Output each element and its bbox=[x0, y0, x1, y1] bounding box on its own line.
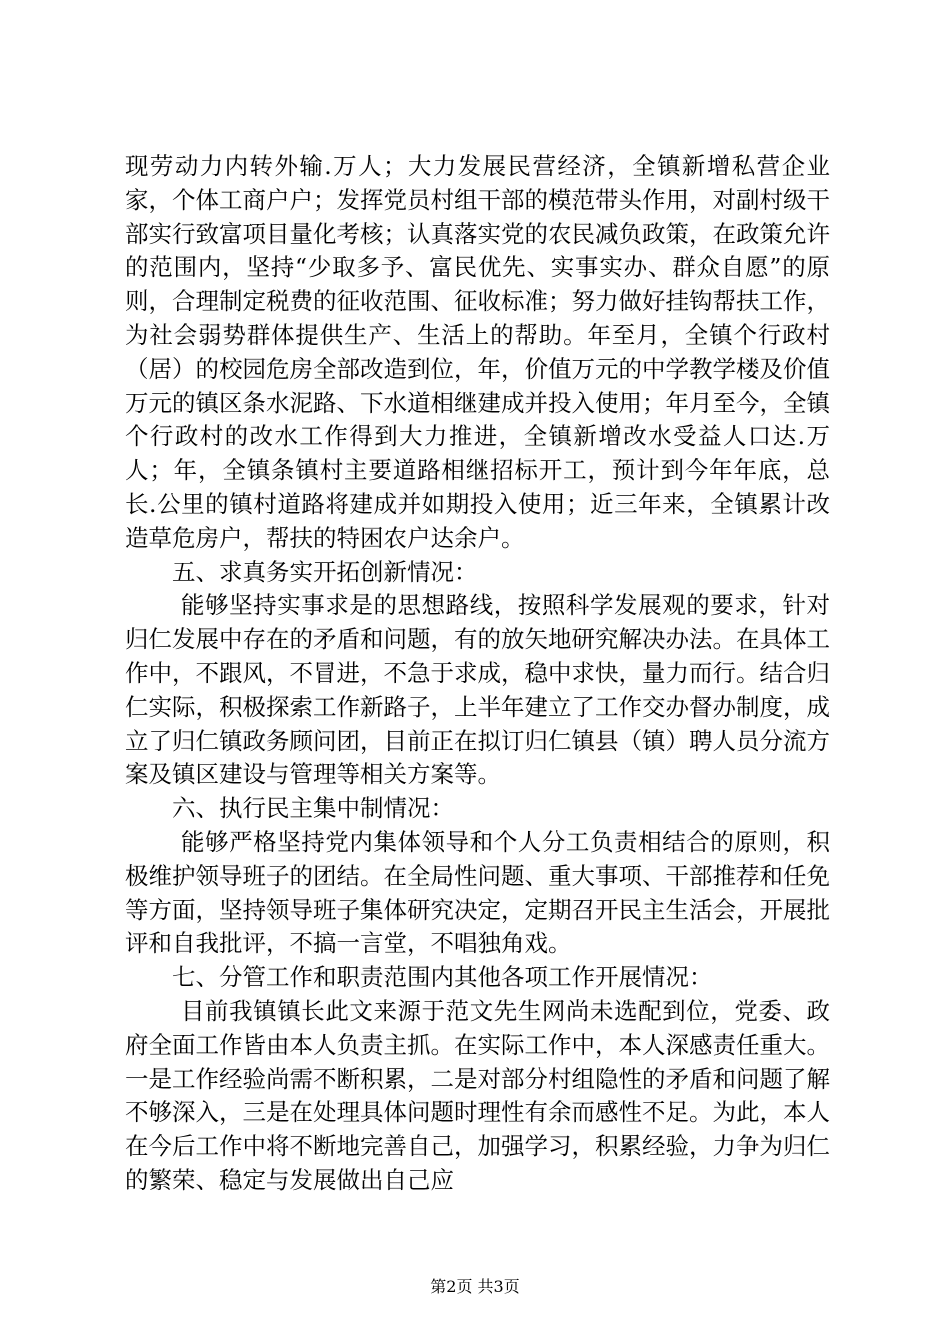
paragraph-section-5: 能够坚持实事求是的思想路线，按照科学发展观的要求，针对归仁发展中存在的矛盾和问题，有的放矢地研究解决办法。在具体工作中，不跟风，不冒进，不急于求成，稳中求快，量力而行。结合归仁实际，积极探索工作新路子，上半年建立了工作交办督办制度，成立了归仁镇政务顾问团，目前正在拟订归仁镇县（镇）聘人员分流方案及镇区建设与管理等相关方案等。 bbox=[125, 591, 830, 789]
paragraph-continued: 现劳动力内转外输.万人；大力发展民营经济，全镇新增私营企业家，个体工商户户；发挥党员村组干部的模范带头作用，对副村级干部实行致富项目量化考核；认真落实党的农民减负政策，在政策允许的范围内，坚持“少取多予、富民优先、实事实办、群众自愿”的原则，合理制定税费的征收范围、征收标准；努力做好挂钩帮扶工作，为社会弱势群体提供生产、生活上的帮助。年至月，全镇个行政村（居）的校园危房全部改造到位，年，价值万元的中学教学楼及价值万元的镇区条水泥路、下水道相继建成并投入使用；年月至今，全镇个行政村的改水工作得到大力推进，全镇新增改水受益人口达.万人；年，全镇条镇村主要道路相继招标开工，预计到今年年底，总长.公里的镇村道路将建成并如期投入使用；近三年来，全镇累计改造草危房户，帮扶的特困农户达余户。 bbox=[125, 152, 830, 552]
page-number-footer: 第2页 共3页 bbox=[430, 1277, 520, 1296]
section-heading-6: 六、执行民主集中制情况： bbox=[172, 794, 454, 823]
paragraph-section-6: 能够严格坚持党内集体领导和个人分工负责相结合的原则，积极维护领导班子的团结。在全局性问题、重大事项、干部推荐和任免等方面，坚持领导班子集体研究决定，定期召开民主生活会，开展批评和自我批评，不搞一言堂，不唱独角戏。 bbox=[125, 827, 830, 958]
document-body bbox=[125, 150, 830, 1198]
section-heading-5: 五、求真务实开拓创新情况： bbox=[172, 557, 478, 586]
section-heading-7: 七、分管工作和职责范围内其他各项工作开展情况： bbox=[172, 963, 713, 992]
paragraph-section-7: 目前我镇镇长此文来源于范文先生网尚未选配到位，党委、政府全面工作皆由本人负责主抓。在实际工作中，本人深感责任重大。一是工作经验尚需不断积累，二是对部分村组隐性的矛盾和问题了解不够深入，三是在处理具体问题时理性有余而感性不足。为此，本人在今后工作中将不断地完善自己，加强学习，积累经验，力争为归仁的繁荣、稳定与发展做出自己应 bbox=[125, 996, 830, 1194]
